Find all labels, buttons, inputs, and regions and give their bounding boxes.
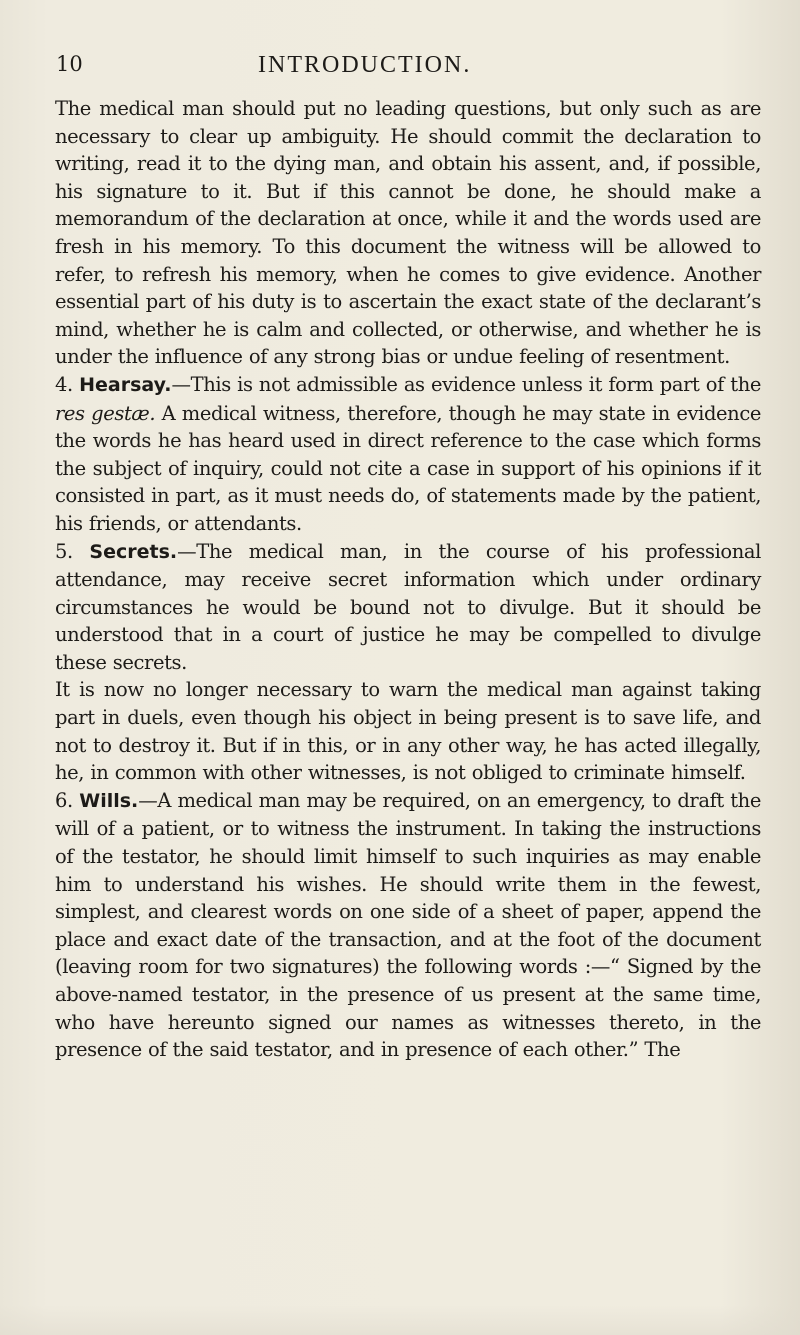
- section-number: 5.: [55, 539, 73, 563]
- page-header: [30, 52, 770, 92]
- section-heading-wills: Wills.: [79, 789, 139, 812]
- italic-term: res gestæ.: [55, 401, 156, 425]
- page-number: 10: [56, 52, 83, 76]
- paragraph-text: —This is not admissible as evidence unless it form part of the: [171, 372, 761, 396]
- section-number: 6.: [55, 788, 73, 812]
- running-head: INTRODUCTION.: [258, 52, 472, 78]
- body-text: [55, 95, 761, 1064]
- paragraph-text: The medical man should put no leading questions, but only such as are necessary to clear up ambiguity. He should commit the declaration to writing, read it to the dying man, and obtain his assent, and, if possible, his signature to it. But if this cannot be done, he should make a memorandum of the declaration at once, while it and the words used are fresh in his memory. To this document the witness will be allowed to refer, to refresh his memory, when he comes to give evidence. Another essential part of his duty is to ascertain the exact state of the declarant’s mind, whether he is calm and collected, or otherwise, and whether he is under the influence of any strong bias or undue feeling of resentment.: [55, 97, 761, 369]
- paragraph-secrets: [55, 538, 761, 677]
- paragraph-hearsay: [55, 371, 761, 538]
- paragraph-text: —A medical man may be required, on an emergency, to draft the will of a patient, or to witness the instrument. In taking the instructions of the testator, he should limit himself to such inquiries as may enable him to understand his wishes. He should write them in the fewest, simplest, and clearest words on one side of a sheet of paper, append the place and exact date of the transaction, and at the foot of the document (leaving room for two signatures) the following words :—“ Signed by the above-named testator, in the presence of us present at the same time, who have hereunto signed our names as witnesses thereto, in the presence of the said testator, and in presence of each other.” The: [55, 788, 761, 1062]
- section-heading-hearsay: Hearsay.: [79, 373, 172, 396]
- page-edge-shading: [0, 1305, 800, 1335]
- paragraph-text: It is now no longer necessary to warn the medical man against taking part in duels, even though his object in being present is to save life, and not to destroy it. But if in this, or in any other way, he has acted illegally, he, in common with other witnesses, is not obliged to criminate himself.: [55, 678, 761, 785]
- paragraph-text: —The medical man, in the course of his professional attendance, may receive secret information which under ordinary circumstances he would be bound not to divulge. But it should be understood that in a court of justice he may be compelled to divulge these secrets.: [55, 539, 761, 674]
- section-number: 4.: [55, 372, 73, 396]
- paragraph-dying-declaration: [55, 95, 761, 371]
- paragraph-wills: [55, 787, 761, 1064]
- section-heading-secrets: Secrets.: [89, 540, 178, 563]
- paragraph-text: A medical witness, therefore, though he may state in evidence the words he has heard used in direct reference to the case which forms the subject of inquiry, could not cite a case in support of his opinions if it consisted in part, as it must needs do, of statements made by the patient, his friends, or attendants.: [55, 401, 761, 535]
- paragraph-duels: [55, 676, 761, 786]
